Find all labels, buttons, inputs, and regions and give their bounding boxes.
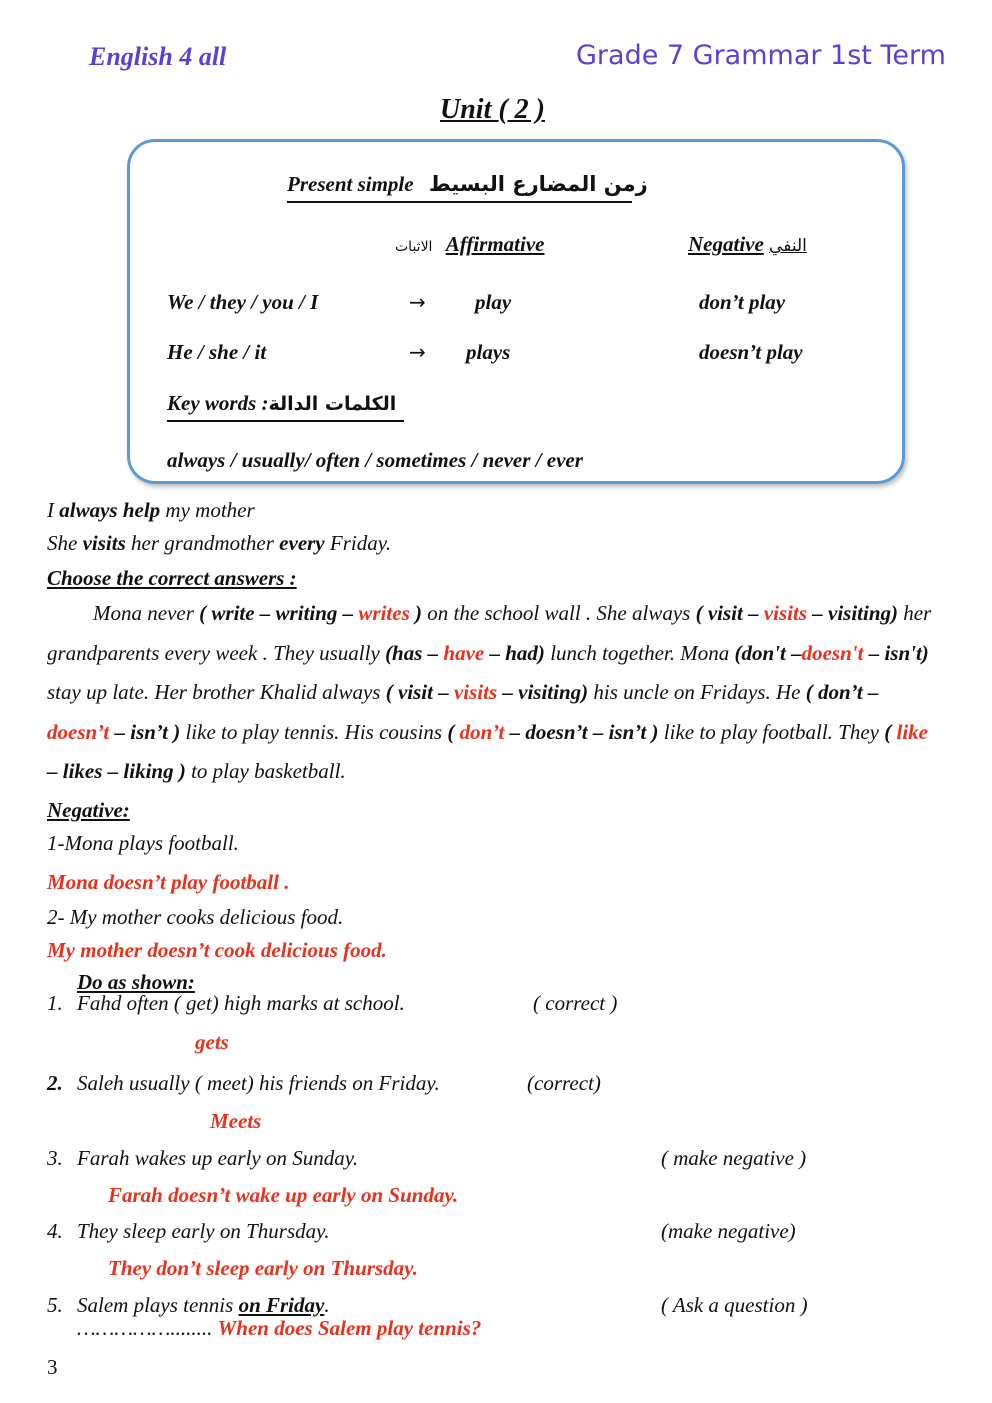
affirmative-ar: الاثبات [395, 239, 433, 255]
choose-heading: Choose the correct answers : [47, 566, 297, 590]
box-title [287, 172, 648, 197]
keywords-en: Key words : [167, 391, 269, 415]
negative-header [688, 232, 807, 257]
site-title: English 4 all [89, 42, 227, 71]
box-title-ar: زمن المضارع البسيط [428, 172, 648, 196]
arrow-right-icon: → [409, 290, 426, 314]
page-number: 3 [47, 1355, 58, 1379]
item-3-text: Farah wakes up early on Sunday. [77, 1146, 359, 1170]
choose-paragraph: Mona never ( write – writing – writes ) on the school wall . She always ( visit – visits – visiting) her grandparents every week . They usually (has – have – had) lunch together. Mona (don't –doesn't – isn't) stay up late. Her brother Khalid always ( visit – visits – visiting) his uncle on Fridays. He ( don’t – doesn’t – isn’t ) like to play tennis. His cousins ( don’t – doesn’t – isn’t ) like to play football. They ( like – likes – liking ) to play basketball. [47, 601, 932, 783]
row2-affirmative: plays [466, 340, 511, 364]
negative-question-2: 2- My mother cooks delicious food. [47, 905, 344, 929]
row2-subject: He / she / it [167, 340, 267, 364]
item-2-number: 2. [47, 1071, 63, 1095]
item-3-answer: Farah doesn’t wake up early on Sunday. [108, 1183, 459, 1207]
item-4-number: 4. [47, 1219, 63, 1243]
item-5-answer-line [77, 1316, 481, 1341]
row1-subject: We / they / you / I [167, 290, 319, 314]
item-4-answer: They don’t sleep early on Thursday. [108, 1256, 418, 1280]
item-5-dots: ……………........ [77, 1316, 213, 1340]
negative-question-1: 1-Mona plays football. [47, 831, 239, 855]
keywords-list: always / usually/ often / sometimes / never / ever [167, 448, 583, 472]
keywords-ar: الكلمات الدالة [268, 393, 397, 415]
item-5-answer: When does Salem play tennis? [217, 1316, 482, 1340]
row1-affirmative: play [475, 290, 512, 314]
example-sentence-1: I always help my mother [47, 498, 255, 522]
item-5-instruction: ( Ask a question ) [661, 1293, 808, 1317]
example-sentence-2: She visits her grandmother every Friday. [47, 531, 392, 555]
item-2-answer: Meets [210, 1109, 262, 1133]
negative-answer-2: My mother doesn’t cook delicious food. [47, 938, 387, 962]
item-4-text: They sleep early on Thursday. [77, 1219, 330, 1243]
do-as-shown-heading: Do as shown: [77, 970, 195, 994]
item-1-answer: gets [195, 1030, 229, 1054]
item-2-instruction: (correct) [527, 1071, 601, 1095]
negative-ar: النفي [769, 236, 807, 256]
item-2-text: Saleh usually ( meet) his friends on Friday. [77, 1071, 440, 1095]
unit-title: Unit ( 2 ) [440, 94, 545, 125]
keywords-label [167, 391, 396, 416]
box-title-en: Present simple [287, 172, 414, 196]
grade-title: Grade 7 Grammar 1st Term [576, 40, 946, 71]
negative-en: Negative [688, 232, 764, 256]
item-4-instruction: (make negative) [661, 1219, 796, 1243]
item-1-number: 1. [47, 991, 63, 1015]
item-3-instruction: ( make negative ) [661, 1146, 807, 1170]
arrow-right-icon: → [409, 340, 426, 364]
item-5-text: Salem plays tennis on Friday. [77, 1293, 330, 1317]
item-1-text: Fahd often ( get) high marks at school. [77, 991, 405, 1015]
row1-negative: don’t play [699, 290, 786, 314]
affirmative-header [395, 232, 544, 257]
box-title-underline [287, 201, 632, 203]
item-1-instruction: ( correct ) [533, 991, 618, 1015]
item-3-number: 3. [47, 1146, 63, 1170]
negative-answer-1: Mona doesn’t play football . [47, 870, 290, 894]
keywords-underline [167, 420, 404, 422]
row2-negative: doesn’t play [699, 340, 803, 364]
item-5-number: 5. [47, 1293, 63, 1317]
negative-heading: Negative: [47, 798, 130, 822]
affirmative-en: Affirmative [445, 232, 545, 256]
